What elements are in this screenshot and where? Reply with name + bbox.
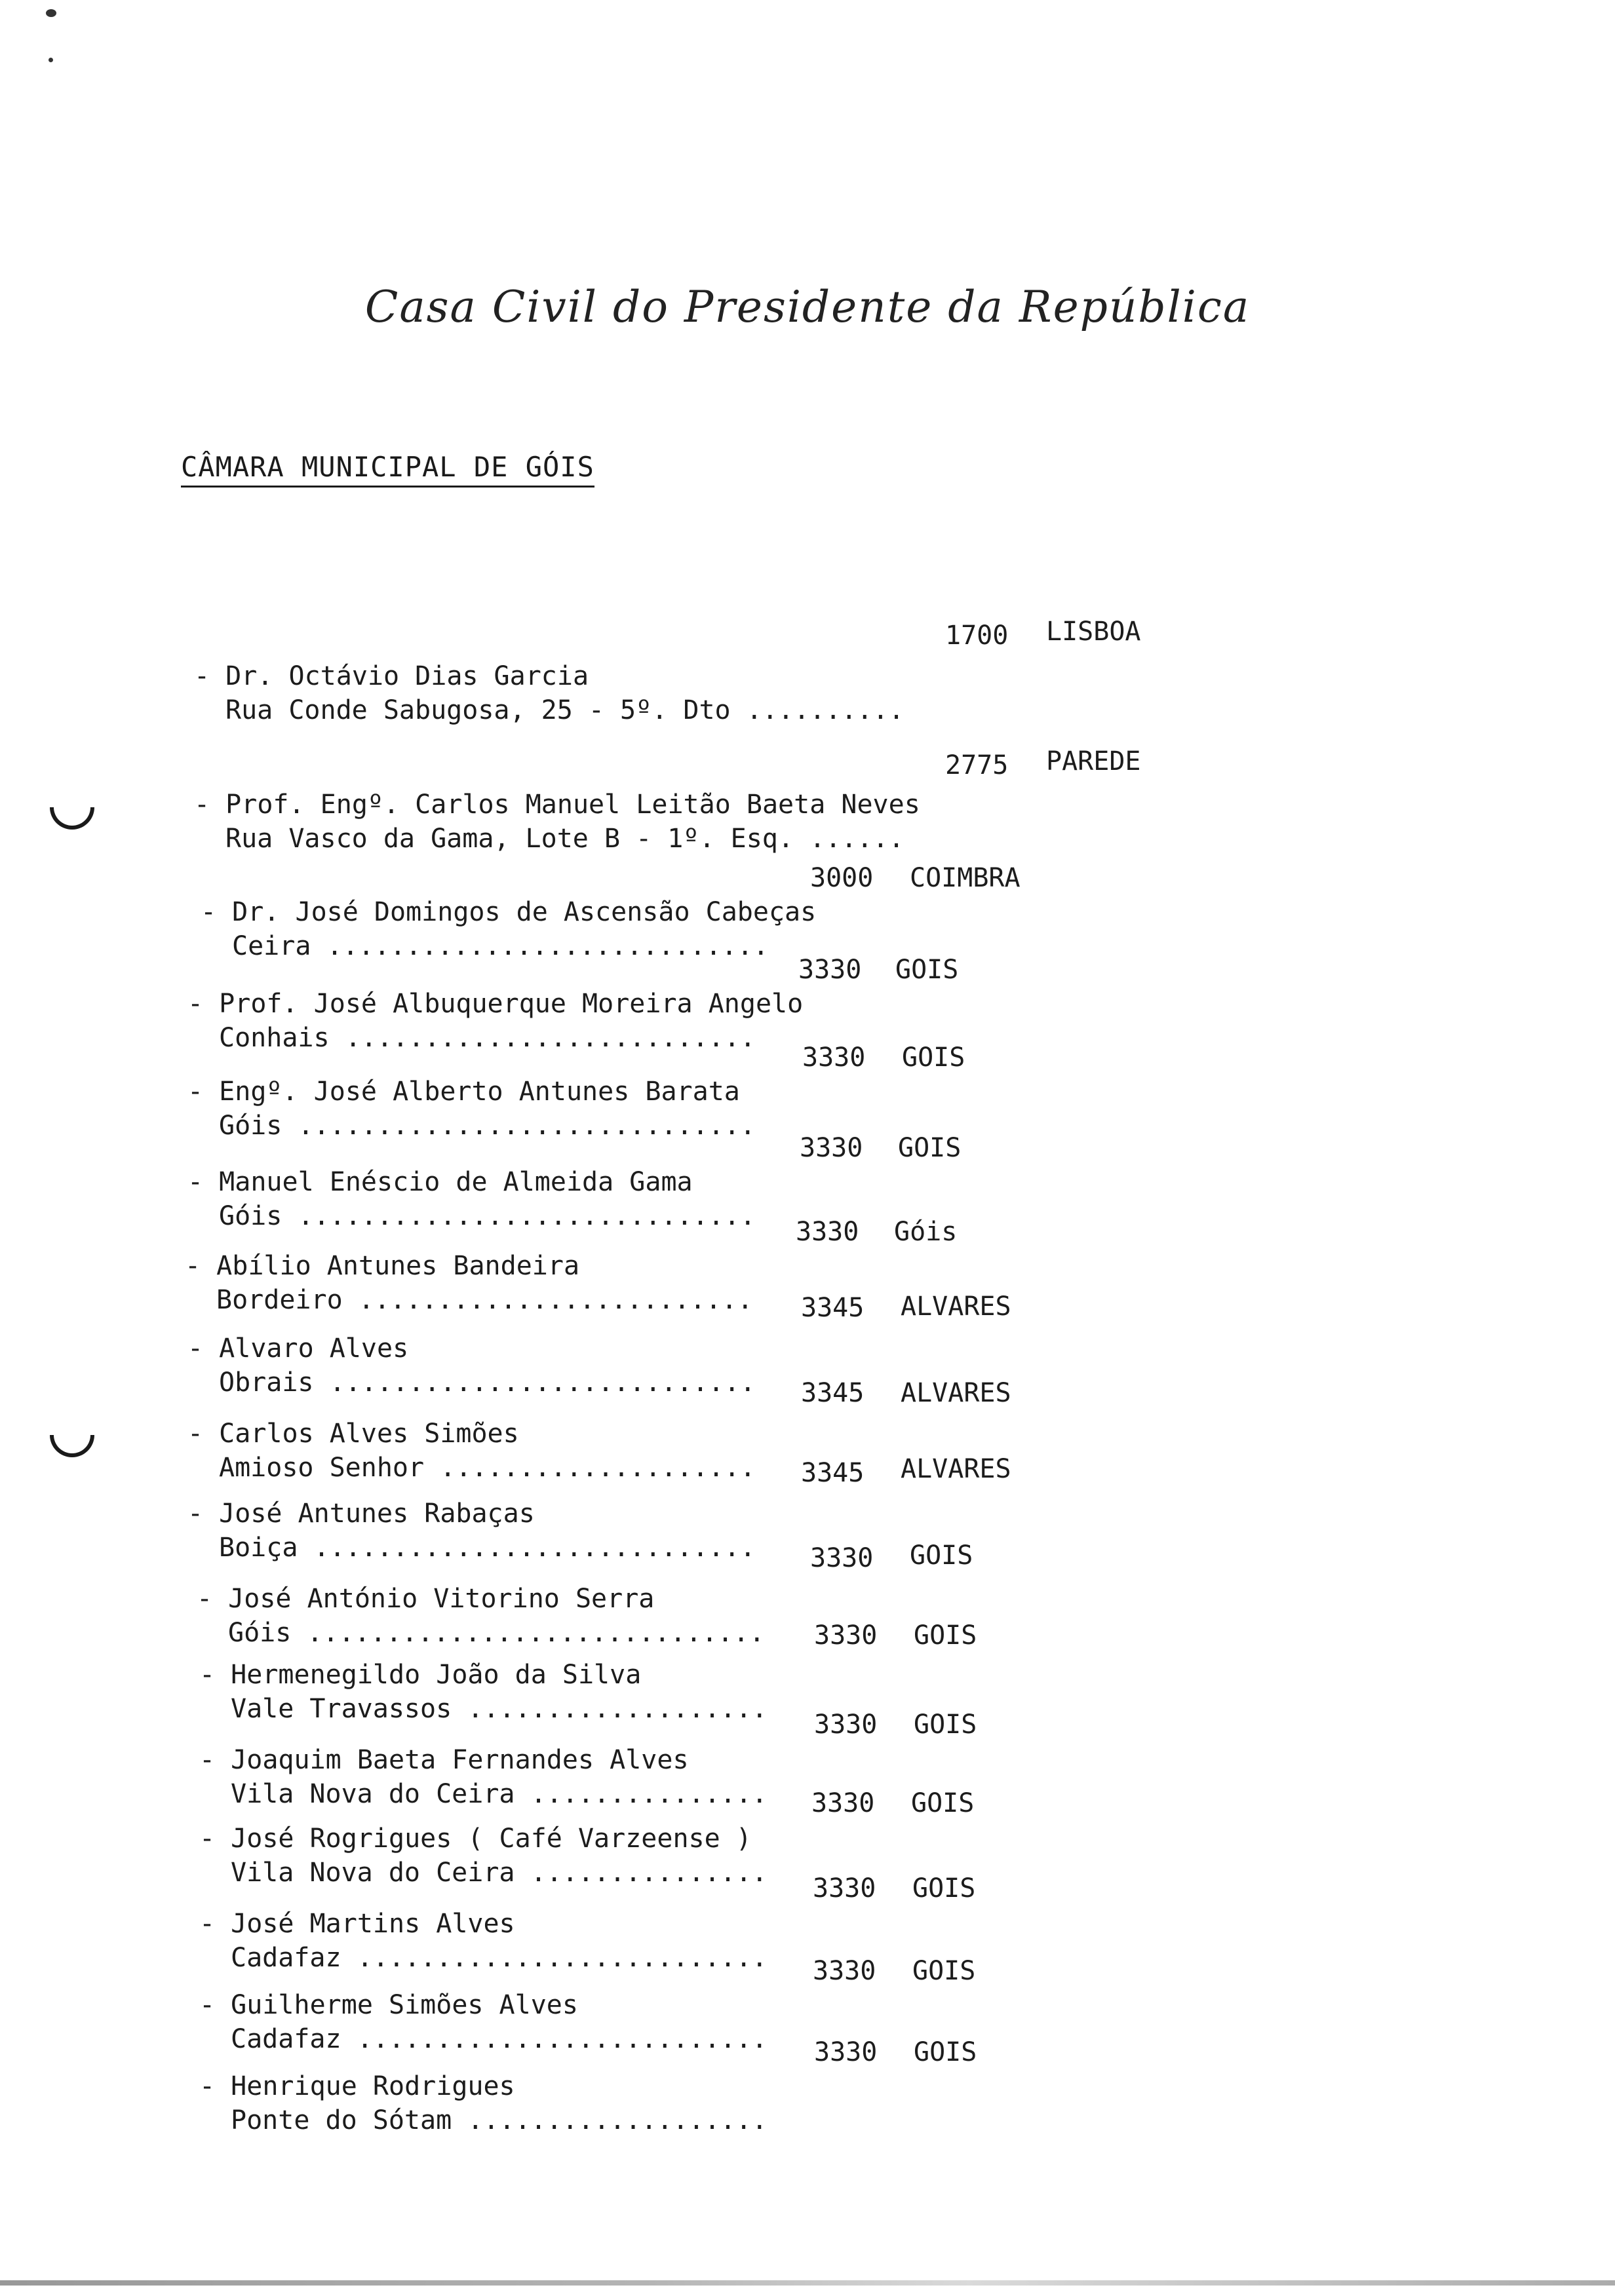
scan-edge — [0, 2280, 1615, 2286]
postal-code: 3330 — [814, 1620, 878, 1651]
entry-name: - Joaquim Baeta Fernandes Alves — [199, 1745, 689, 1775]
entry-city: PAREDE — [1046, 746, 1141, 776]
entry-city: GOIS — [914, 2037, 977, 2067]
entry-address: Ponte do Sótam ................... — [231, 2105, 768, 2135]
entry-name: - José Rogrigues ( Café Varzeense ) — [199, 1824, 752, 1854]
entry-name: - Abílio Antunes Bandeira — [185, 1251, 580, 1281]
postal-code: 3330 — [796, 1217, 859, 1247]
entry-address: Boiça ............................ — [219, 1533, 756, 1563]
scan-speck — [46, 9, 56, 17]
entry-address: Cadafaz .......................... — [231, 2024, 768, 2054]
entry-city: Góis — [894, 1217, 958, 1247]
entry-name: - Henrique Rodrigues — [199, 2071, 515, 2101]
postal-code: 3000 — [810, 863, 874, 893]
entry-name: - Dr. José Domingos de Ascensão Cabeças — [201, 897, 817, 927]
postal-code: 3330 — [813, 1873, 876, 1904]
entry-city: GOIS — [910, 1540, 973, 1571]
postal-code: 3330 — [814, 1710, 878, 1740]
entry-name: - José António Vitorino Serra — [197, 1584, 655, 1614]
scan-speck — [49, 58, 53, 62]
entry-city: GOIS — [914, 1620, 977, 1651]
entry-address: Vila Nova do Ceira ............... — [231, 1858, 768, 1888]
entry-city: ALVARES — [901, 1454, 1011, 1484]
entry-address: Obrais ........................... — [219, 1368, 756, 1398]
entry-city: GOIS — [898, 1133, 962, 1163]
entry-address: Góis ............................. — [228, 1618, 765, 1648]
entry-city: GOIS — [914, 1710, 977, 1740]
entry-name: - Prof. Engº. Carlos Manuel Leitão Baeta Neves — [194, 790, 920, 820]
entry-address: Amioso Senhor .................... — [219, 1453, 756, 1483]
entry-name: - Carlos Alves Simões — [187, 1419, 519, 1449]
postal-code: 3330 — [802, 1043, 866, 1073]
entry-address: Conhais .......................... — [219, 1023, 756, 1053]
entry-address: Rua Vasco da Gama, Lote B - 1º. Esq. ...... — [225, 824, 905, 854]
letterhead: Casa Civil do Presidente da República — [364, 282, 1251, 332]
entry-name: - José Martins Alves — [199, 1909, 515, 1939]
entry-address: Vila Nova do Ceira ............... — [231, 1779, 768, 1809]
postal-code: 1700 — [945, 621, 1009, 651]
entry-address: Ceira ............................ — [232, 931, 769, 961]
entry-address: Vale Travassos ................... — [231, 1694, 768, 1724]
entry-city: GOIS — [902, 1043, 965, 1073]
entry-address: Góis ............................. — [219, 1111, 756, 1141]
entry-address: Góis ............................. — [219, 1201, 756, 1231]
page-heading: CÂMARA MUNICIPAL DE GÓIS — [181, 451, 594, 488]
postal-code: 3330 — [798, 955, 862, 985]
entry-name: - Dr. Octávio Dias Garcia — [194, 661, 589, 691]
entry-address: Rua Conde Sabugosa, 25 - 5º. Dto .......... — [225, 695, 905, 725]
entry-city: ALVARES — [901, 1378, 1011, 1408]
entry-name: - Manuel Enéscio de Almeida Gama — [187, 1167, 693, 1197]
entry-city: GOIS — [911, 1788, 975, 1818]
margin-mark — [50, 807, 94, 830]
entry-city: ALVARES — [901, 1292, 1011, 1322]
entry-name: - Prof. José Albuquerque Moreira Angelo — [187, 989, 804, 1019]
postal-code: 3330 — [810, 1543, 874, 1573]
list-item — [199, 2001, 977, 2206]
entry-name: - Alvaro Alves — [187, 1333, 409, 1364]
postal-code: 3330 — [800, 1133, 863, 1163]
margin-mark — [50, 1435, 94, 1457]
postal-code: 3330 — [813, 1956, 876, 1986]
entry-city: LISBOA — [1046, 617, 1141, 647]
entry-name: - Guilherme Simões Alves — [199, 1990, 578, 2020]
postal-code: 3345 — [801, 1458, 865, 1488]
postal-code: 3330 — [811, 1788, 875, 1818]
entry-name: - José Antunes Rabaças — [187, 1499, 535, 1529]
entry-city: GOIS — [895, 955, 959, 985]
entry-name: - Engº. José Alberto Antunes Barata — [187, 1077, 740, 1107]
postal-code: 3330 — [814, 2037, 878, 2067]
postal-code: 3345 — [801, 1378, 865, 1408]
postal-code: 2775 — [945, 750, 1009, 780]
postal-code: 3345 — [801, 1293, 865, 1323]
entry-address: Bordeiro ......................... — [216, 1285, 753, 1315]
entry-city: GOIS — [912, 1873, 976, 1904]
entry-name: - Hermenegildo João da Silva — [199, 1660, 642, 1690]
entry-city: GOIS — [912, 1956, 976, 1986]
entry-city: COIMBRA — [910, 863, 1021, 893]
entry-address: Cadafaz .......................... — [231, 1943, 768, 1973]
